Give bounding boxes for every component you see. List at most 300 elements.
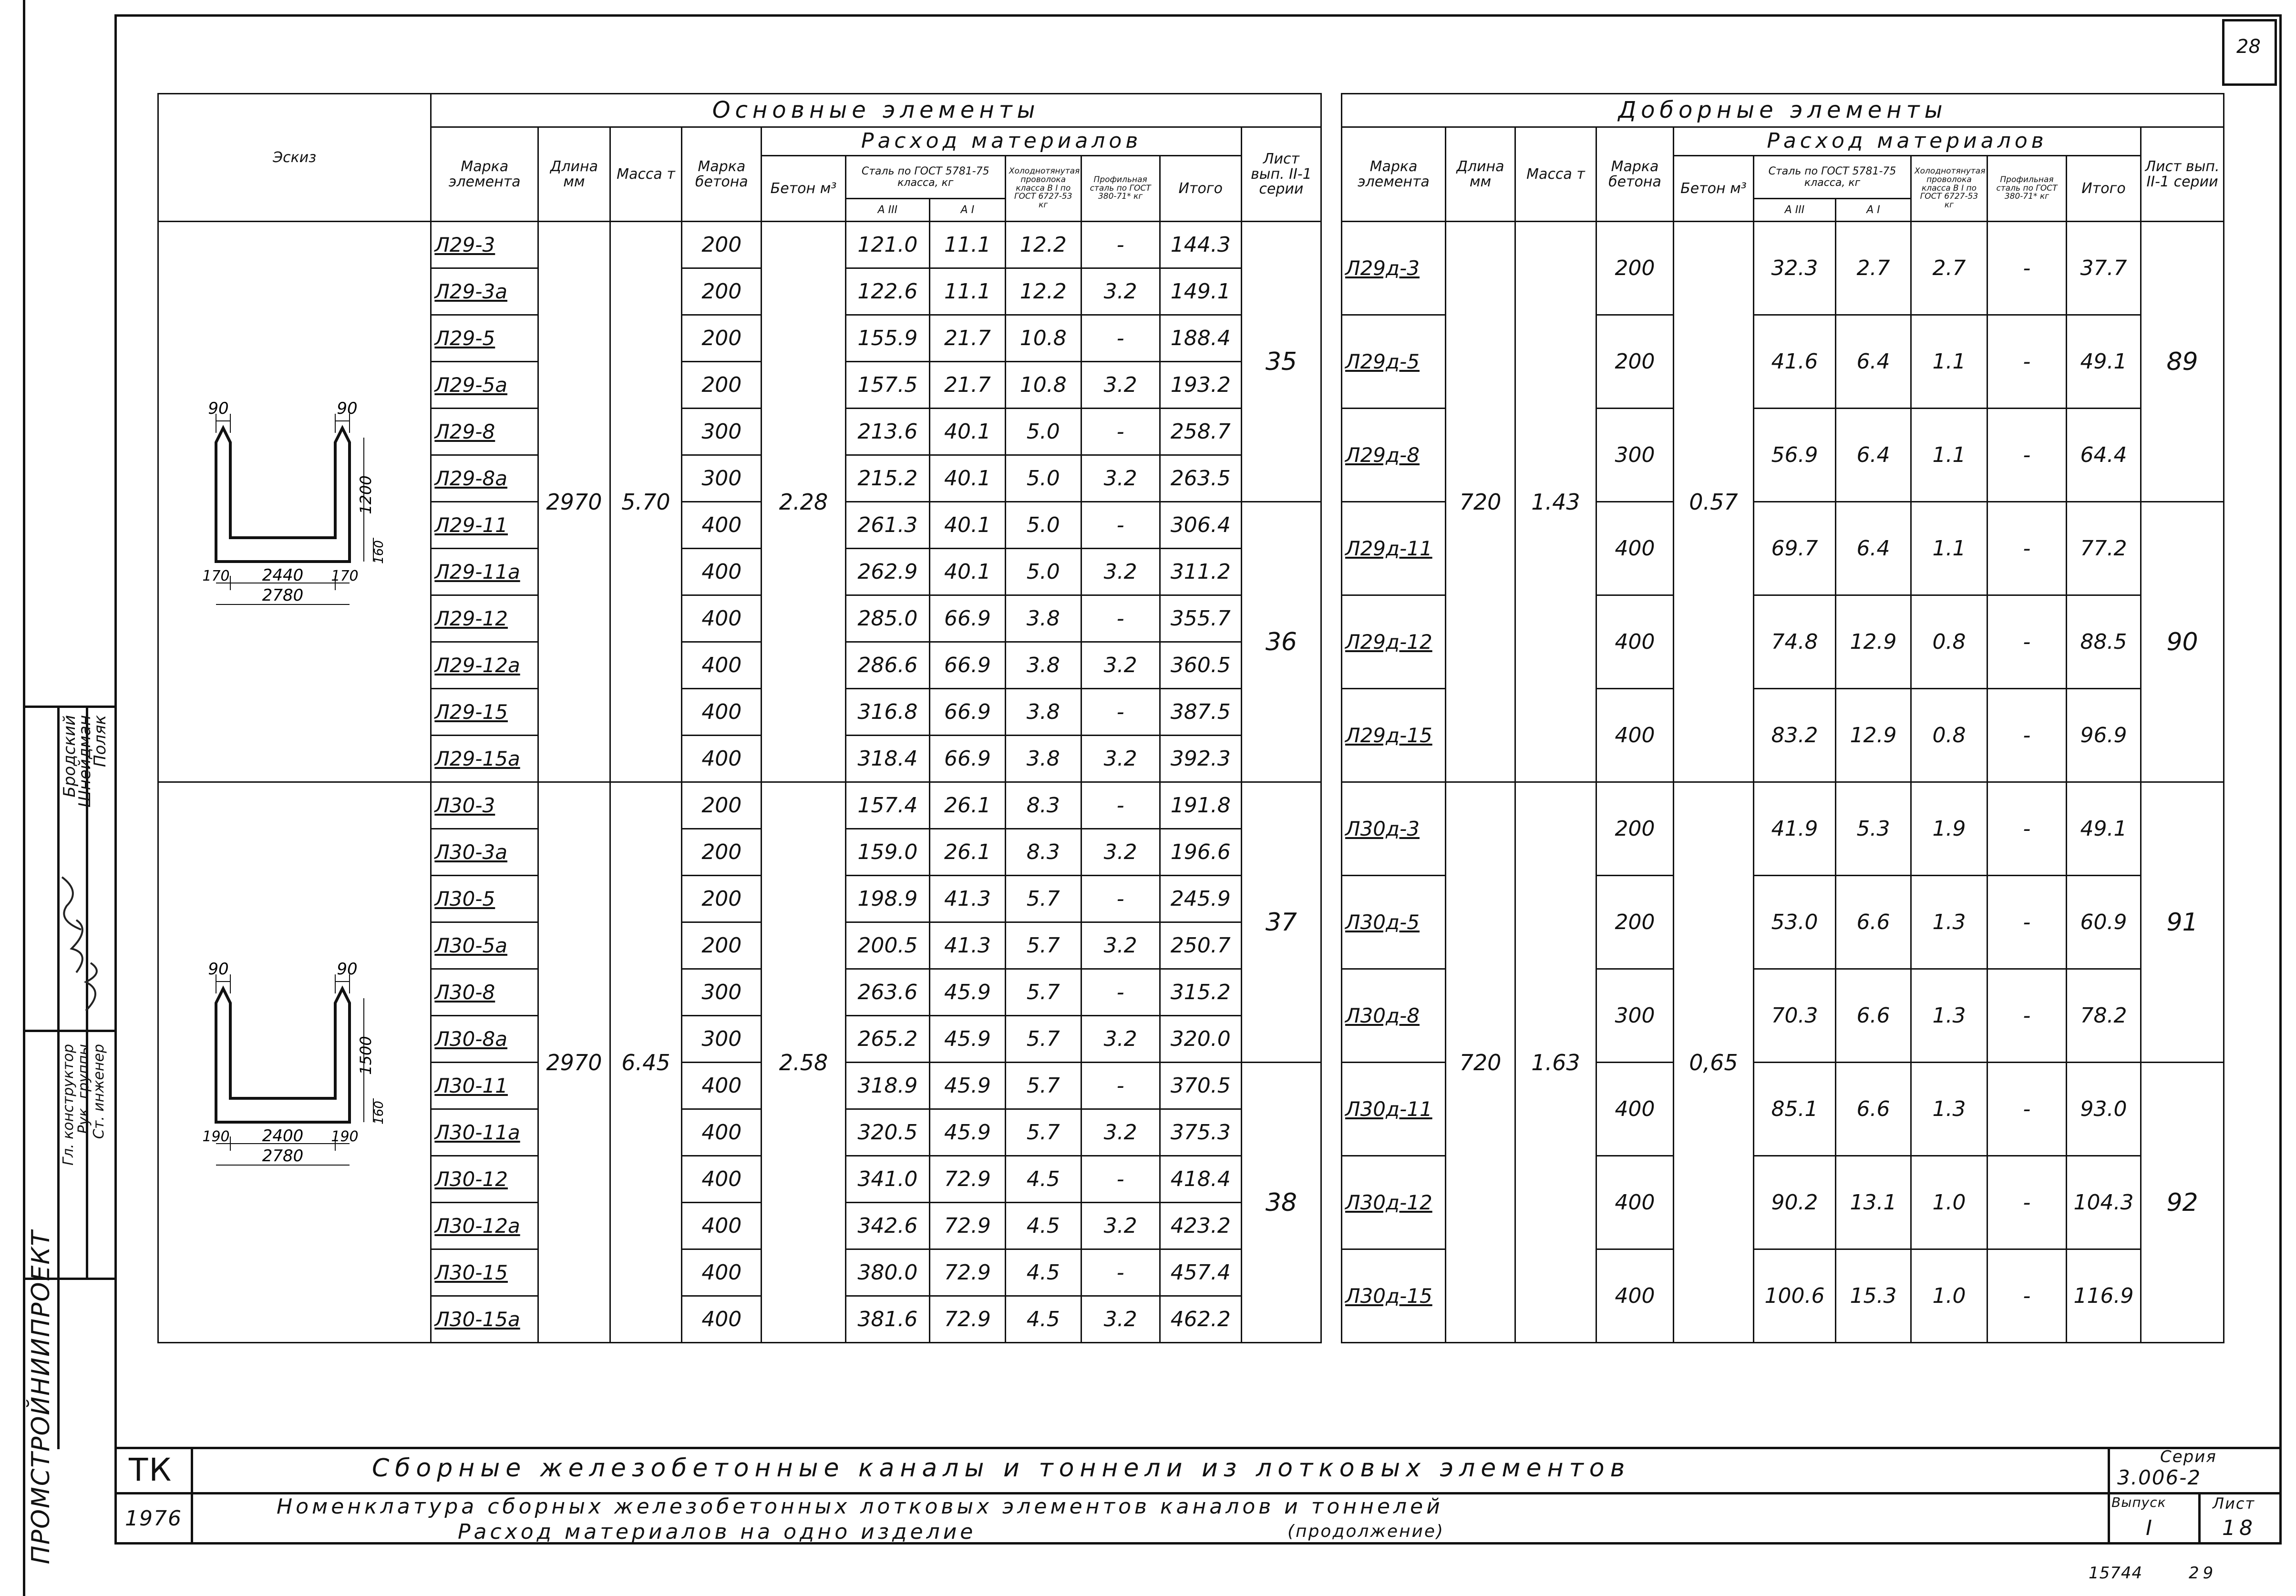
element-mark: Л29-12 (431, 595, 538, 642)
name-engineer: Поляк (91, 715, 110, 767)
concrete-volume: 0,65 (1674, 782, 1754, 1343)
value-a3: 262.9 (845, 549, 929, 595)
value-a1: 40.1 (930, 409, 1006, 455)
col-total: Итого (2067, 156, 2141, 222)
value-a3: 265.2 (845, 1016, 929, 1063)
value-profile: - (1081, 782, 1160, 829)
value-profile: - (1987, 876, 2067, 969)
value-wire: 1.0 (1911, 1156, 1987, 1249)
value-profile: 3.2 (1081, 642, 1160, 689)
value-a1: 40.1 (930, 502, 1006, 549)
value-a1: 6.6 (1836, 1063, 1911, 1156)
value-wire: 2.7 (1911, 222, 1987, 315)
value-wire: 5.7 (1005, 1063, 1081, 1109)
value-a1: 15.3 (1836, 1249, 1911, 1343)
value-a1: 12.9 (1836, 595, 1911, 689)
element-mark: Л30д-5 (1342, 876, 1446, 969)
concrete-grade: 200 (682, 268, 762, 315)
value-a1: 45.9 (930, 1063, 1006, 1109)
value-wire: 1.1 (1911, 409, 1987, 502)
col-a1: А I (930, 199, 1006, 222)
value-total: 423.2 (1160, 1203, 1241, 1249)
value-total: 193.2 (1160, 362, 1241, 409)
mass-value: 5.70 (610, 222, 682, 782)
length-value: 2970 (538, 222, 610, 782)
value-a1: 21.7 (930, 362, 1006, 409)
value-profile: 3.2 (1081, 362, 1160, 409)
value-total: 392.3 (1160, 736, 1241, 782)
trough-sketch (183, 955, 407, 1170)
value-profile: - (1987, 782, 2067, 876)
value-a1: 72.9 (930, 1296, 1006, 1343)
value-total: 250.7 (1160, 922, 1241, 969)
value-a1: 2.7 (1836, 222, 1911, 315)
value-total: 116.9 (2067, 1249, 2141, 1343)
value-profile: 3.2 (1081, 829, 1160, 876)
value-a1: 40.1 (930, 455, 1006, 502)
sketch-dimension: 190 (202, 1128, 230, 1145)
value-profile: - (1081, 689, 1160, 736)
titleblock-year: 1976 (125, 1506, 182, 1531)
value-profile: - (1081, 409, 1160, 455)
value-wire: 5.0 (1005, 502, 1081, 549)
trough-outline (216, 989, 350, 1122)
element-mark: Л29д-3 (1342, 222, 1446, 315)
value-wire: 1.1 (1911, 315, 1987, 409)
element-mark: Л29д-8 (1342, 409, 1446, 502)
col-grade: Марка бетона (682, 127, 762, 222)
value-total: 93.0 (2067, 1063, 2141, 1156)
concrete-grade: 200 (682, 782, 762, 829)
titleblock-note: (продолжение) (1287, 1522, 1445, 1541)
value-a3: 41.6 (1754, 315, 1836, 409)
margin-line (23, 1030, 114, 1032)
sketch-header: Эскиз (158, 94, 431, 222)
concrete-grade: 200 (682, 222, 762, 268)
concrete-grade: 400 (682, 549, 762, 595)
titleblock-series-value: 3.006-2 (2117, 1466, 2202, 1489)
value-total: 88.5 (2067, 595, 2141, 689)
table-row (1342, 222, 2224, 315)
concrete-grade: 300 (682, 409, 762, 455)
name-chief: Бродский (60, 715, 79, 798)
value-a3: 318.4 (845, 736, 929, 782)
element-mark: Л30-5а (431, 922, 538, 969)
value-total: 77.2 (2067, 502, 2141, 595)
concrete-grade: 400 (682, 736, 762, 782)
element-mark: Л29-15 (431, 689, 538, 736)
sketch-dimension: 160 (371, 540, 386, 564)
length-value: 2970 (538, 782, 610, 1343)
value-total: 245.9 (1160, 876, 1241, 922)
value-a3: 200.5 (845, 922, 929, 969)
concrete-grade: 400 (682, 1109, 762, 1156)
value-wire: 8.3 (1005, 782, 1081, 829)
value-wire: 5.0 (1005, 549, 1081, 595)
sketch-dimension: 2400 (262, 1126, 303, 1146)
table-row (1342, 782, 2224, 876)
value-a3: 380.0 (845, 1249, 929, 1296)
sheet-ref: 91 (2141, 782, 2224, 1063)
value-total: 37.7 (2067, 222, 2141, 315)
value-total: 306.4 (1160, 502, 1241, 549)
value-wire: 3.8 (1005, 736, 1081, 782)
value-profile: - (1081, 595, 1160, 642)
col-grade: Марка бетона (1596, 127, 1674, 222)
table-row (158, 782, 1321, 829)
margin-line (23, 706, 114, 708)
value-a1: 11.1 (930, 268, 1006, 315)
value-a1: 40.1 (930, 549, 1006, 595)
section-title: Доборные элементы (1342, 94, 2224, 127)
titleblock-sheet-label: Лист (2213, 1494, 2255, 1513)
value-a3: 320.5 (845, 1109, 929, 1156)
main-elements-body (158, 222, 1321, 1343)
value-a3: 85.1 (1754, 1063, 1836, 1156)
value-total: 457.4 (1160, 1249, 1241, 1296)
materials-title: Расход материалов (1674, 127, 2141, 156)
element-mark: Л29-11а (431, 549, 538, 595)
col-length: Длина мм (538, 127, 610, 222)
value-a3: 342.6 (845, 1203, 929, 1249)
value-a3: 157.5 (845, 362, 929, 409)
value-a3: 213.6 (845, 409, 929, 455)
concrete-grade: 400 (1596, 1156, 1674, 1249)
value-wire: 12.2 (1005, 268, 1081, 315)
element-mark: Л30д-12 (1342, 1156, 1446, 1249)
sketch-dimension: 2780 (262, 1146, 303, 1166)
element-mark: Л30-15а (431, 1296, 538, 1343)
value-total: 355.7 (1160, 595, 1241, 642)
value-a1: 45.9 (930, 1109, 1006, 1156)
value-a1: 5.3 (1836, 782, 1911, 876)
concrete-grade: 400 (682, 1063, 762, 1109)
element-mark: Л30д-8 (1342, 969, 1446, 1063)
element-mark: Л29-12а (431, 642, 538, 689)
col-a1: А I (1836, 199, 1911, 222)
value-profile: - (1987, 969, 2067, 1063)
concrete-volume: 2.28 (762, 222, 845, 782)
titleblock-line (2198, 1492, 2201, 1545)
titleblock-line (191, 1447, 193, 1545)
value-total: 462.2 (1160, 1296, 1241, 1343)
value-wire: 4.5 (1005, 1296, 1081, 1343)
concrete-volume: 2.58 (762, 782, 845, 1343)
value-a1: 6.4 (1836, 502, 1911, 595)
concrete-grade: 400 (682, 595, 762, 642)
margin-line (57, 706, 60, 1449)
value-wire: 3.8 (1005, 689, 1081, 736)
value-a1: 6.4 (1836, 409, 1911, 502)
element-mark: Л30д-15 (1342, 1249, 1446, 1343)
value-a3: 159.0 (845, 829, 929, 876)
value-wire: 1.3 (1911, 876, 1987, 969)
col-steel: Сталь по ГОСТ 5781-75 класса, кг (845, 156, 1005, 199)
sketch-cell (158, 782, 431, 1343)
value-wire: 5.0 (1005, 455, 1081, 502)
sketch-dimension: 90 (337, 959, 358, 979)
concrete-grade: 400 (1596, 502, 1674, 595)
value-profile: - (1081, 969, 1160, 1016)
sheet-ref: 35 (1241, 222, 1321, 502)
value-profile: - (1987, 689, 2067, 782)
sketch-dimension: 160 (371, 1100, 386, 1125)
concrete-grade: 400 (682, 1156, 762, 1203)
value-total: 104.3 (2067, 1156, 2141, 1249)
element-mark: Л29д-5 (1342, 315, 1446, 409)
value-a3: 263.6 (845, 969, 929, 1016)
value-profile: - (1987, 595, 2067, 689)
sketch-dimension: 90 (208, 959, 229, 979)
element-mark: Л29-5а (431, 362, 538, 409)
value-a3: 285.0 (845, 595, 929, 642)
value-wire: 12.2 (1005, 222, 1081, 268)
value-wire: 1.9 (1911, 782, 1987, 876)
value-a3: 381.6 (845, 1296, 929, 1343)
col-wire: Холоднотянутая проволока класса В I по ГОСТ 6727-53 кг (1911, 156, 1987, 222)
sheet-ref: 37 (1241, 782, 1321, 1063)
value-profile: - (1081, 222, 1160, 268)
value-wire: 1.1 (1911, 502, 1987, 595)
value-a3: 198.9 (845, 876, 929, 922)
value-profile: 3.2 (1081, 1109, 1160, 1156)
element-mark: Л30-8а (431, 1016, 538, 1063)
stamp-number: 15744 (2089, 1564, 2143, 1583)
concrete-grade: 200 (682, 922, 762, 969)
value-a1: 26.1 (930, 782, 1006, 829)
value-a3: 69.7 (1754, 502, 1836, 595)
table-row (158, 222, 1321, 268)
value-profile: - (1987, 502, 2067, 595)
value-a3: 122.6 (845, 268, 929, 315)
value-a3: 70.3 (1754, 969, 1836, 1063)
col-concrete: Бетон м³ (762, 156, 845, 222)
element-mark: Л29-5 (431, 315, 538, 362)
col-mass: Масса т (610, 127, 682, 222)
titleblock-line (2108, 1447, 2110, 1545)
value-a3: 318.9 (845, 1063, 929, 1109)
value-profile: - (1081, 1156, 1160, 1203)
element-mark: Л30-12 (431, 1156, 538, 1203)
value-total: 149.1 (1160, 268, 1241, 315)
value-a1: 41.3 (930, 876, 1006, 922)
role-chief: Гл. конструктор (60, 1044, 77, 1166)
element-mark: Л29-3 (431, 222, 538, 268)
concrete-grade: 400 (682, 642, 762, 689)
value-a1: 21.7 (930, 315, 1006, 362)
element-mark: Л30-3 (431, 782, 538, 829)
value-a1: 66.9 (930, 689, 1006, 736)
value-profile: 3.2 (1081, 736, 1160, 782)
concrete-grade: 200 (1596, 315, 1674, 409)
value-wire: 10.8 (1005, 362, 1081, 409)
concrete-grade: 300 (682, 1016, 762, 1063)
concrete-grade: 200 (682, 829, 762, 876)
titleblock-subtitle-1: Номенклатура сборных железобетонных лотковых элементов каналов и тоннелей (277, 1494, 1443, 1519)
value-a3: 100.6 (1754, 1249, 1836, 1343)
materials-title: Расход материалов (762, 127, 1242, 156)
titleblock-series-label: Серия (2160, 1447, 2217, 1466)
sheet-number: 28 (2236, 36, 2261, 58)
value-a1: 6.6 (1836, 969, 1911, 1063)
sketch-dimension: 170 (331, 567, 359, 584)
value-total: 370.5 (1160, 1063, 1241, 1109)
value-wire: 5.7 (1005, 922, 1081, 969)
value-a3: 32.3 (1754, 222, 1836, 315)
sketch-dimension: 190 (331, 1128, 359, 1145)
value-total: 311.2 (1160, 549, 1241, 595)
value-profile: - (1081, 1249, 1160, 1296)
value-a1: 11.1 (930, 222, 1006, 268)
length-value: 720 (1446, 782, 1515, 1343)
concrete-grade: 400 (1596, 1249, 1674, 1343)
value-a1: 45.9 (930, 1016, 1006, 1063)
element-mark: Л30-8 (431, 969, 538, 1016)
concrete-grade: 200 (682, 876, 762, 922)
col-length: Длина мм (1446, 127, 1515, 222)
titleblock-code: ТК (129, 1452, 173, 1488)
concrete-grade: 200 (682, 362, 762, 409)
titleblock-title: Сборные железобетонные каналы и тоннели из лотковых элементов (372, 1454, 1631, 1483)
value-total: 375.3 (1160, 1109, 1241, 1156)
concrete-grade: 400 (682, 689, 762, 736)
value-a3: 53.0 (1754, 876, 1836, 969)
col-wire: Холоднотянутая проволока класса В I по ГОСТ 6727-53 кг (1005, 156, 1081, 222)
value-wire: 4.5 (1005, 1203, 1081, 1249)
additional-elements-body (1342, 222, 2224, 1343)
value-total: 191.8 (1160, 782, 1241, 829)
value-profile: - (1081, 502, 1160, 549)
value-a3: 341.0 (845, 1156, 929, 1203)
value-a3: 74.8 (1754, 595, 1836, 689)
value-total: 49.1 (2067, 315, 2141, 409)
role-lead: Рук. группы (75, 1044, 92, 1134)
value-total: 78.2 (2067, 969, 2141, 1063)
element-mark: Л30д-3 (1342, 782, 1446, 876)
value-profile: 3.2 (1081, 268, 1160, 315)
sketch-dimension: 1200 (356, 475, 375, 514)
col-sheet: Лист вып. II-1 серии (1241, 127, 1321, 222)
value-total: 263.5 (1160, 455, 1241, 502)
value-wire: 5.7 (1005, 1016, 1081, 1063)
element-mark: Л30-11а (431, 1109, 538, 1156)
margin-line (23, 0, 25, 1596)
col-mark: Марка элемента (431, 127, 538, 222)
sketch-dimension: 90 (208, 399, 229, 418)
role-engineer: Ст. инженер (91, 1044, 107, 1139)
value-wire: 5.7 (1005, 969, 1081, 1016)
length-value: 720 (1446, 222, 1515, 782)
value-a3: 157.4 (845, 782, 929, 829)
concrete-grade: 300 (682, 455, 762, 502)
element-mark: Л30д-11 (1342, 1063, 1446, 1156)
col-steel: Сталь по ГОСТ 5781-75 класса, кг (1754, 156, 1911, 199)
col-profile: Профильная сталь по ГОСТ 380-71* кг (1081, 156, 1160, 222)
value-total: 258.7 (1160, 409, 1241, 455)
value-wire: 1.3 (1911, 969, 1987, 1063)
additional-elements-table (1341, 93, 2224, 1343)
concrete-grade: 400 (682, 1296, 762, 1343)
value-a1: 26.1 (930, 829, 1006, 876)
value-profile: - (1987, 1249, 2067, 1343)
concrete-grade: 200 (682, 315, 762, 362)
section-title: Основные элементы (431, 94, 1321, 127)
col-a3: А III (1754, 199, 1836, 222)
value-profile: 3.2 (1081, 549, 1160, 595)
concrete-grade: 300 (1596, 969, 1674, 1063)
value-total: 320.0 (1160, 1016, 1241, 1063)
titleblock-subtitle-2: Расход материалов на одно изделие (458, 1520, 977, 1544)
value-a1: 6.4 (1836, 315, 1911, 409)
concrete-grade: 400 (1596, 689, 1674, 782)
value-wire: 1.0 (1911, 1249, 1987, 1343)
value-a3: 83.2 (1754, 689, 1836, 782)
concrete-grade: 200 (1596, 876, 1674, 969)
concrete-grade: 200 (1596, 222, 1674, 315)
value-total: 60.9 (2067, 876, 2141, 969)
value-a3: 56.9 (1754, 409, 1836, 502)
sheet-ref: 90 (2141, 502, 2224, 782)
value-a1: 41.3 (930, 922, 1006, 969)
value-wire: 4.5 (1005, 1156, 1081, 1203)
value-a1: 66.9 (930, 595, 1006, 642)
value-a1: 72.9 (930, 1156, 1006, 1203)
value-wire: 0.8 (1911, 689, 1987, 782)
main-elements-table (157, 93, 1322, 1343)
value-total: 196.6 (1160, 829, 1241, 876)
name-lead: Шнейдман (75, 715, 94, 808)
value-profile: - (1987, 1156, 2067, 1249)
value-a3: 261.3 (845, 502, 929, 549)
value-a1: 12.9 (1836, 689, 1911, 782)
value-profile: 3.2 (1081, 922, 1160, 969)
element-mark: Л29-8а (431, 455, 538, 502)
value-a3: 316.8 (845, 689, 929, 736)
sketch-dimension: 2440 (262, 565, 303, 585)
org-name: ПРОМСТРОЙНИИПРОЕКТ (27, 1230, 55, 1565)
value-profile: 3.2 (1081, 455, 1160, 502)
value-a3: 41.9 (1754, 782, 1836, 876)
value-a1: 45.9 (930, 969, 1006, 1016)
value-wire: 4.5 (1005, 1249, 1081, 1296)
element-mark: Л29-8 (431, 409, 538, 455)
value-wire: 10.8 (1005, 315, 1081, 362)
value-a3: 121.0 (845, 222, 929, 268)
titleblock-issue-label: Выпуск (2111, 1494, 2166, 1510)
value-total: 387.5 (1160, 689, 1241, 736)
value-a3: 90.2 (1754, 1156, 1836, 1249)
element-mark: Л30-12а (431, 1203, 538, 1249)
element-mark: Л30-11 (431, 1063, 538, 1109)
sketch-dimension: 90 (337, 399, 358, 418)
value-total: 96.9 (2067, 689, 2141, 782)
value-a1: 13.1 (1836, 1156, 1911, 1249)
value-profile: - (1987, 409, 2067, 502)
value-total: 64.4 (2067, 409, 2141, 502)
concrete-grade: 400 (1596, 1063, 1674, 1156)
concrete-grade: 400 (682, 1249, 762, 1296)
element-mark: Л29-15а (431, 736, 538, 782)
value-wire: 3.8 (1005, 642, 1081, 689)
value-a3: 215.2 (845, 455, 929, 502)
element-mark: Л29д-15 (1342, 689, 1446, 782)
sheet-ref: 92 (2141, 1063, 2224, 1343)
concrete-grade: 300 (1596, 409, 1674, 502)
value-profile: 3.2 (1081, 1203, 1160, 1249)
value-a1: 66.9 (930, 642, 1006, 689)
col-total: Итого (1160, 156, 1241, 222)
value-wire: 5.0 (1005, 409, 1081, 455)
